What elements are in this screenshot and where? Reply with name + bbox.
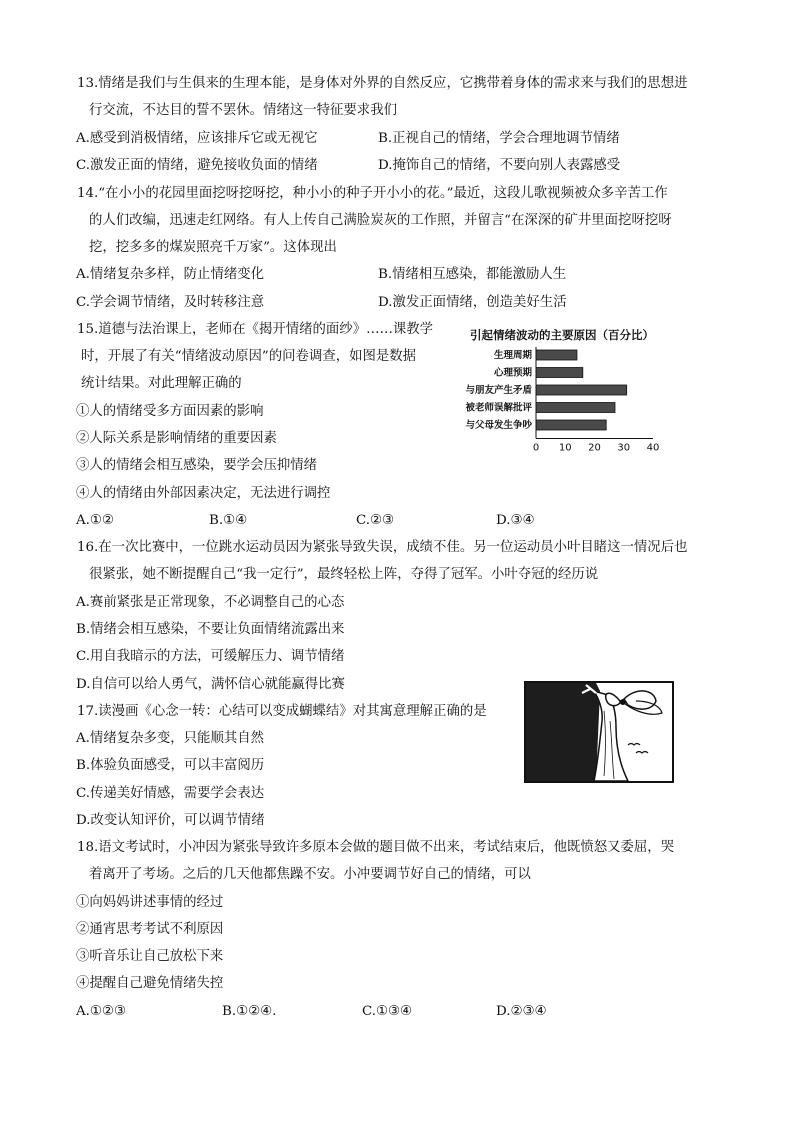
bar <box>536 420 606 430</box>
bar <box>536 368 583 378</box>
x-tick-label: 40 <box>646 442 660 452</box>
q13-stem-line2: 行交流，不达目的誓不罢休。情绪这一特征要求我们 <box>89 103 397 118</box>
cartoon-bow-knot <box>620 699 626 705</box>
chart-title: 引起情绪波动的主要原因（百分比） <box>470 328 654 342</box>
q18-statement-1: ①向妈妈讲述事情的经过 <box>76 895 224 910</box>
q17-option-d: D.改变认知评价，可以调节情绪 <box>76 813 265 828</box>
x-tick-label: 20 <box>588 442 601 452</box>
category-label: 生理周期 <box>493 350 532 361</box>
x-tick-label: 0 <box>532 442 540 452</box>
q18-statement-4: ④提醒自己避免情绪失控 <box>76 976 224 991</box>
q15-option-d: D.③④ <box>496 513 535 528</box>
q15-option-c: C.②③ <box>356 513 395 528</box>
q15-statement-2: ②人际关系是影响情绪的重要因素 <box>76 431 277 446</box>
q14-option-d: D.激发正面情绪，创造美好生活 <box>378 295 567 310</box>
q17-option-b: B.体验负面感受，可以丰富阅历 <box>76 758 265 773</box>
q16-option-c: C.用自我暗示的方法，可缓解压力、调节情绪 <box>76 649 345 664</box>
q15-stem-line2: 时，开展了有关“情绪波动原因”的问卷调查，如图是数据 <box>81 349 417 364</box>
q18-statement-2: ②通宵思考考试不利原因 <box>76 922 224 937</box>
bar <box>536 403 615 413</box>
q16-stem-line2: 很紧张，她不断提醒自己“我一定行”，最终轻松上阵，夺得了冠军。小叶夺冠的经历说 <box>89 567 599 582</box>
q15-option-b: B.①④ <box>209 513 248 528</box>
q14-option-a: A.情绪复杂多样，防止情绪变化 <box>76 267 265 282</box>
category-label: 与朋友产生矛盾 <box>465 385 532 396</box>
q18-stem-line2: 着离开了考场。之后的几天他都焦躁不安。小冲要调节好自己的情绪，可以 <box>89 867 531 882</box>
q18-stem-line1: 18.语文考试时，小冲因为紧张导致许多原本会做的题目做不出来，考试结束后，他既愤怒又委屈，哭 <box>77 840 675 855</box>
q14-option-c: C.学会调节情绪，及时转移注意 <box>76 295 265 310</box>
cartoon-dark-background <box>526 683 600 781</box>
q16-option-d: D.自信可以给人勇气，满怀信心就能赢得比赛 <box>76 677 345 692</box>
q17-option-a: A.情绪复杂多变，只能顺其自然 <box>76 731 265 746</box>
q16-option-a: A.赛前紧张是正常现象，不必调整自己的心态 <box>76 595 345 610</box>
q13-option-c: C.激发正面的情绪，避免接收负面的情绪 <box>76 158 318 173</box>
category-label: 被老师误解批评 <box>465 402 532 414</box>
bar <box>536 350 577 360</box>
q13-stem-line1: 13.情绪是我们与生俱来的生理本能，是身体对外界的自然反应，它携带着身体的需求来与我们的思想进 <box>77 76 688 91</box>
x-tick-label: 30 <box>617 442 631 452</box>
q15-option-a: A.①② <box>76 513 114 528</box>
q18-option-c: C.①③④ <box>362 1004 413 1019</box>
q15-stem-line1: 15.道德与法治课上，老师在《揭开情绪的面纱》……课教学 <box>77 322 434 337</box>
x-tick-label: 10 <box>558 442 572 452</box>
q15-stem-line3: 统计结果。对此理解正确的 <box>81 376 242 391</box>
q18-statement-3: ③听音乐让自己放松下来 <box>76 949 224 964</box>
q15-statement-4: ④人的情绪由外部因素决定，无法进行调控 <box>76 486 331 501</box>
q13-option-d: D.掩饰自己的情绪，不要向别人表露感受 <box>378 158 621 173</box>
q13-option-a: A.感受到消极情绪，应该排斥它或无视它 <box>76 131 318 146</box>
q15-bar-chart <box>452 322 667 452</box>
q14-option-b: B.情绪相互感染，都能激励人生 <box>378 267 567 282</box>
q16-option-b: B.情绪会相互感染，不要让负面情绪流露出来 <box>76 622 345 637</box>
q18-option-b: B.①②④. <box>222 1004 277 1019</box>
q14-stem-line3: 挖，挖多多的煤炭照亮千万家”。这体现出 <box>89 240 337 255</box>
q16-stem-line1: 16.在一次比赛中，一位跳水运动员因为紧张导致失误，成绩不佳。另一位运动员小叶目睹这一情况后也 <box>77 540 688 555</box>
category-label: 与父母发生争吵 <box>465 420 532 431</box>
q18-option-a: A.①②③ <box>76 1004 126 1019</box>
cartoon-tree-butterfly-knot <box>524 681 674 783</box>
q13-option-b: B.正视自己的情绪，学会合理地调节情绪 <box>378 131 620 146</box>
q15-statement-3: ③人的情绪会相互感染，要学会压抑情绪 <box>76 458 318 473</box>
q18-option-d: D.②③④ <box>496 1004 547 1019</box>
q15-statement-1: ①人的情绪受多方面因素的影响 <box>76 404 264 419</box>
q17-option-c: C.传递美好情感，需要学会表达 <box>76 786 265 801</box>
category-label: 心理预期 <box>493 367 532 379</box>
bar <box>536 385 627 395</box>
q14-stem-line2: 的人们改编，迅速走红网络。有人上传自己满脸炭灰的工作照，并留言“在深深的矿井里面挖呀挖呀 <box>89 213 672 228</box>
q14-stem-line1: 14.“在小小的花园里面挖呀挖呀挖，种小小的种子开小小的花。”最近，这段儿歌视频被众多辛苦工作 <box>77 186 668 201</box>
q17-stem-line1: 17.读漫画《心念一转：心结可以变成蝴蝶结》对其寓意理解正确的是 <box>77 704 487 719</box>
